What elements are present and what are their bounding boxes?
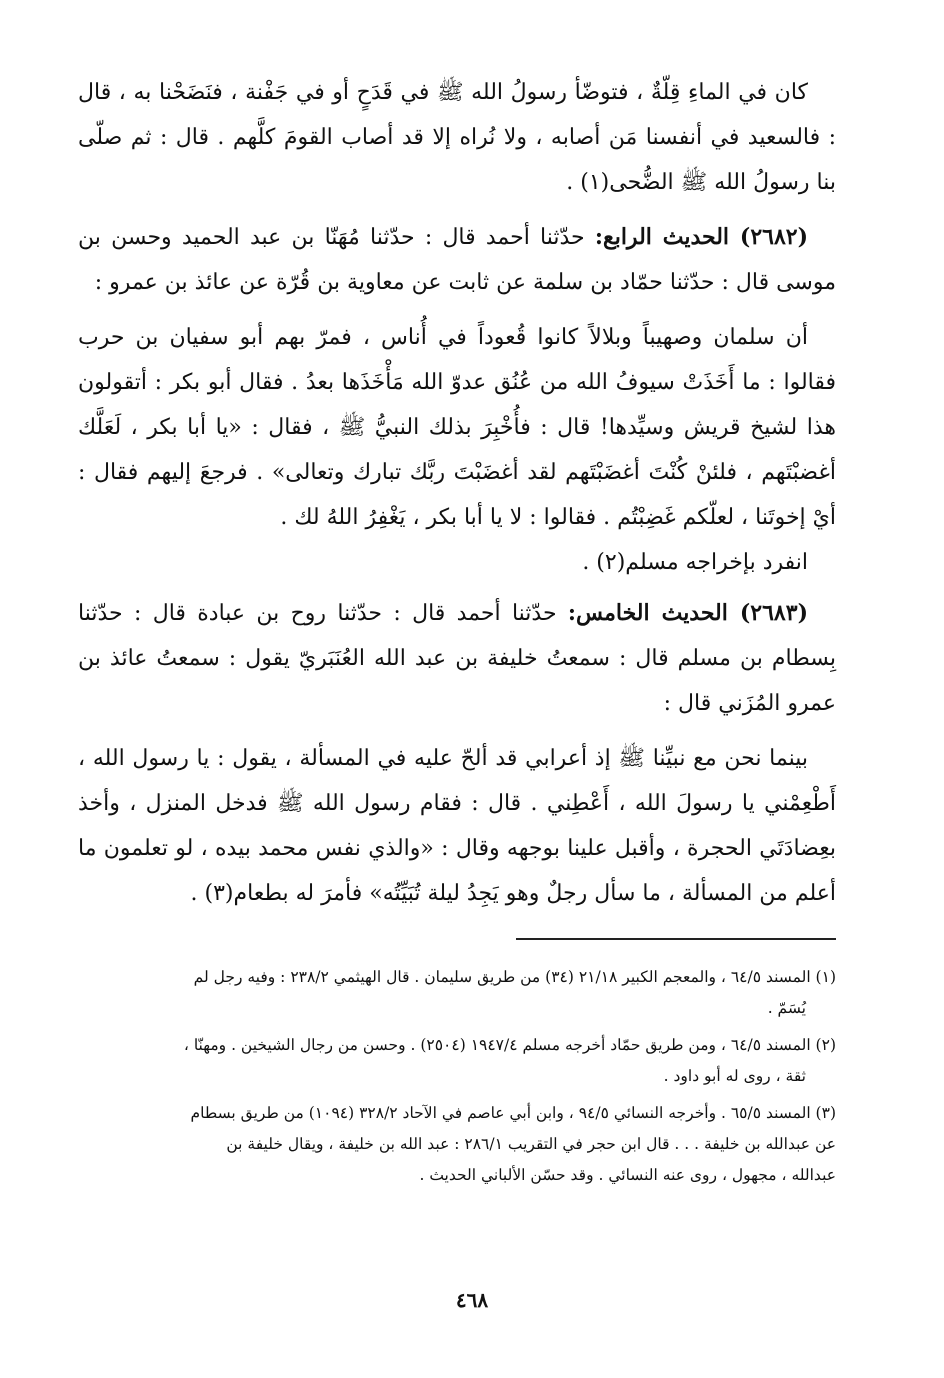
hadith-2682-note: انفرد بإخراجه مسلم(٢) .	[582, 550, 808, 575]
hadith-2682-heading: (٢٦٨٢) الحديث الرابع:	[594, 224, 808, 250]
footnote-2-line-2: ثقة ، روى له أبو داود .	[663, 1067, 806, 1085]
footnote-3-line-1: (٣) المسند ٦٥/٥ . وأخرجه النسائي ٩٤/٥ ، وابن أبي عاصم في الآحاد ٣٢٨/٢ (١٠٩٤) من طريق بسطام	[190, 1104, 836, 1122]
hadith-2683-isnad	[78, 591, 836, 726]
hadith-text-2681-end: كان في الماءِ قِلّةٌ ، فتوضّأ رسولُ الله ﷺ في قَدَحٍ أو في جَفْنة ، فنَضَحْنا به ، قال : فالسعيد في أنفسنا مَن أصابه ، ولا نُراه إلا قد أصاب القومَ كلَّهم . قال : ثم صلّى بنا رسولُ الله ﷺ الضُّحى(١) .	[78, 80, 837, 195]
hadith-2683-chain: حدّثنا أحمد قال : حدّثنا روح بن عبادة قال : حدّثنا بِسطام بن مسلم قال : سمعتُ خليفة بن عبد الله العُنَبَريّ يقول : سمعتُ عائذ بن عمرو المُزَني قال :	[78, 601, 837, 716]
footnote-1-line-2: يُسَمّ .	[767, 999, 806, 1017]
footnote-1-line-1: (١) المسند ٦٤/٥ ، والمعجم الكبير ٢١/١٨ (٣٤) من طريق سليمان . قال الهيثمي ٢٣٨/٢ : وفيه رجل لم	[193, 968, 836, 986]
footnote-3	[78, 1098, 836, 1191]
page-number: ٤٦٨	[455, 1288, 489, 1312]
footnote-3-line-2: عن عبدالله بن خليفة . . . قال ابن حجر في التقريب ٢٨٦/١ : عبد الله بن خليفة ، ويقال خليفة بن	[226, 1135, 836, 1153]
hadith-2682-chain: حدّثنا أحمد قال : حدّثنا مُهَنّا بن عبد الحميد وحسن بن موسى قال : حدّثنا حمّاد بن سلمة عن ثابت عن معاوية بن قُرّة عن عائذ بن عمرو :	[78, 225, 836, 295]
hadith-2682-isnad	[78, 215, 836, 305]
hadith-2683-heading: (٢٦٨٣) الحديث الخامس:	[567, 600, 808, 626]
footnote-separator	[516, 938, 836, 940]
footnotes	[78, 962, 836, 1191]
footnote-1	[78, 962, 836, 1024]
footnote-2-line-1: (٢) المسند ٦٤/٥ ، ومن طريق حمّاد أخرجه مسلم ١٩٤٧/٤ (٢٥٠٤) . وحسن من رجال الشيخين . ومهنّا ،	[183, 1036, 836, 1054]
hadith-2683-matn: بينما نحن مع نبيِّنا ﷺ إذ أعرابي قد ألحّ عليه في المسألة ، يقول : يا رسول الله ، أَطْعِمْني يا رسولَ الله ، أَعْطِني . قال : فقام رسول الله ﷺ فدخل المنزل ، وأخذ بعِضادَتَي الحجرة ، وأقبل علينا بوجهه وقال : «والذي نفس محمد بيده ، لو تعلمون ما أعلم من المسألة ، ما سأل رجلٌ وهو يَجِدُ ليلة تُبَيِّتُه» فأمرَ له بطعام(٣) .	[78, 746, 836, 906]
footnote-3-line-3: عبدالله ، مجهول ، روى عنه النسائي . وقد حسّن الألباني الحديث .	[419, 1166, 836, 1184]
footnote-2	[78, 1030, 836, 1092]
hadith-2682-matn: أن سلمان وصهيباً وبلالاً كانوا قُعوداً في أُناس ، فمرّ بهم أبو سفيان بن حرب فقالوا : ما أَخَذَتْ سيوفُ الله من عُنُق عدوّ الله مَأْخَذَها بعدُ . فقال أبو بكر : أتقولون هذا لشيخ قريش وسيِّدها! قال : فأُخْبِرَ بذلك النبيُّ ﷺ ، فقال : «يا أبا بكر ، لَعَلَّك أغضبْتَهم ، فلئنْ كُنْتَ أغضَبْتَهم لقد أغضَبْتَ ربَّك تبارك وتعالى» . فرجعَ إليهم فقال : أيْ إخوتَنا ، لعلّكم غَضِبْتُم . فقالوا : لا يا أبا بكر ، يَغْفِرُ اللهُ لك .	[78, 325, 836, 530]
